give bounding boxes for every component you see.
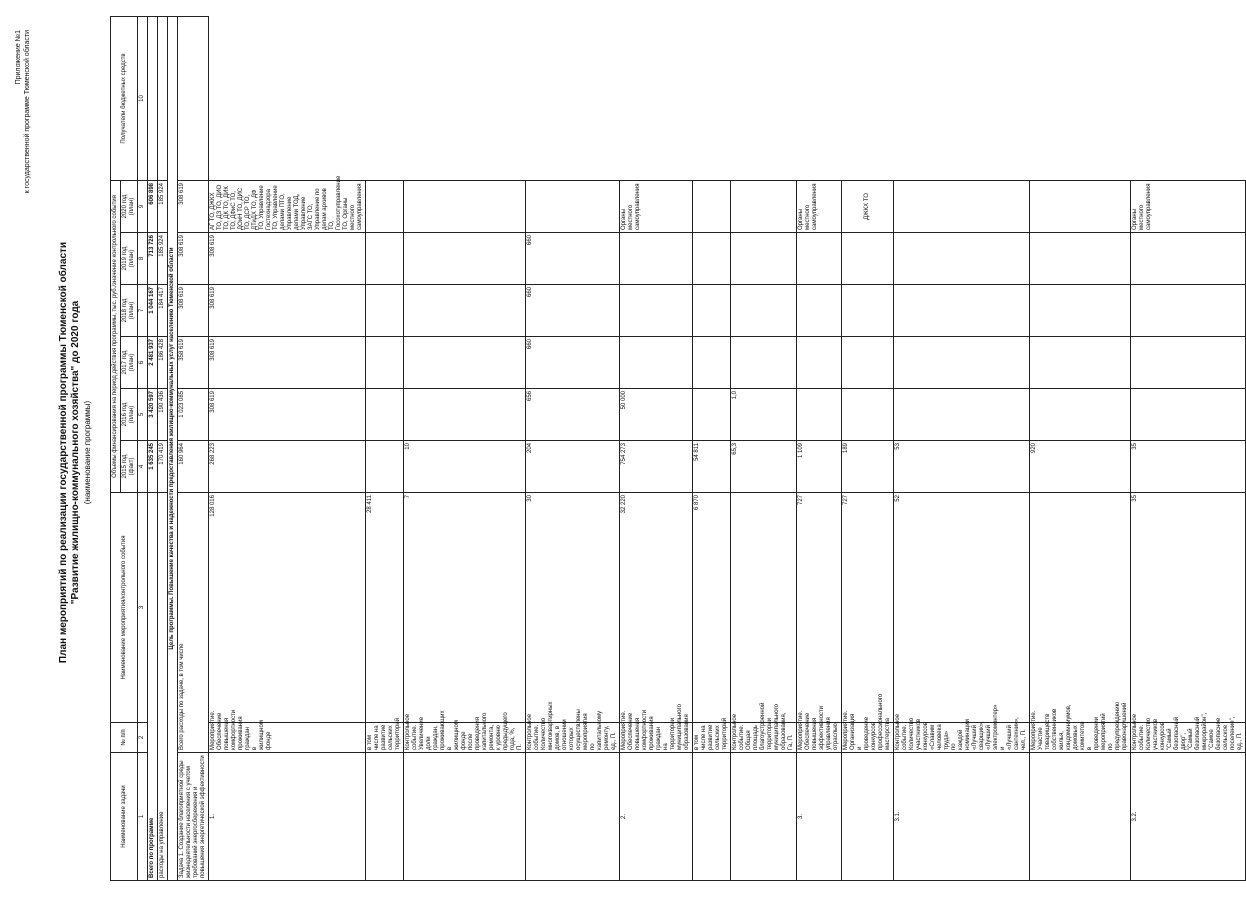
year-header: 2017 год (план): [121, 337, 138, 389]
col-recipient-header: Получатели бюджетных средств: [111, 16, 138, 180]
row-recipient: Органы местного самоуправления: [797, 180, 842, 232]
row-value: [1030, 285, 1131, 337]
row-value: [894, 389, 1030, 441]
year-header: 2015 год (факт): [121, 441, 138, 493]
col-index: 6: [138, 337, 148, 389]
row-value: 7: [404, 493, 526, 723]
task-subtotal-value: 308 619: [178, 233, 209, 285]
row-value: [731, 337, 797, 389]
row-value: 308 619: [209, 389, 366, 441]
row-value: [894, 233, 1030, 285]
annex-number: Приложение №1: [15, 30, 22, 85]
management-label: расходы на управление: [158, 493, 168, 881]
task-subtotal-value: 308 619: [178, 285, 209, 337]
table-row: [797, 16, 842, 880]
row-recipient: [404, 180, 526, 232]
row-recipient: Органы местного самоуправления: [1131, 180, 1246, 232]
plan-table: [110, 16, 1246, 881]
row-value: 727: [797, 493, 842, 723]
table-row: [1131, 16, 1246, 880]
row-value: [404, 389, 526, 441]
header-row-index: [138, 16, 148, 880]
row-value: 308 619: [209, 285, 366, 337]
row-value: [1131, 337, 1246, 389]
row-recipient: [526, 180, 620, 232]
row-text: в том числе на развитие сельских территорий: [366, 723, 404, 753]
col-index: 5: [138, 389, 148, 441]
total-program-value: 3 420 597: [148, 389, 158, 441]
plan-rows: [209, 16, 1246, 880]
row-value: 35: [1131, 493, 1246, 723]
col-index: 4: [138, 441, 148, 493]
row-number: [842, 753, 894, 881]
row-value: [366, 337, 404, 389]
total-program-value: 1 635 245: [148, 441, 158, 493]
row-value: 52: [894, 493, 1030, 723]
row-value: 660: [526, 337, 620, 389]
row-value: [693, 337, 731, 389]
row-value: [731, 493, 797, 723]
row-value: 10: [404, 441, 526, 493]
row-value: [731, 285, 797, 337]
col-event-header: Наименование мероприятия/контрольного события: [111, 493, 138, 723]
row-recipient: ДЖКХ ТО: [842, 180, 894, 232]
row-number: 3.2.: [1131, 753, 1246, 881]
row-text: Контрольное событие. Количество участников конкурсов «Славим человека труда» по каждой номинации «Лучший сварщик», «Лучший электромонтер» и «Лучший сантехник», чел., П.: [894, 723, 1030, 753]
row-value: [693, 285, 731, 337]
row-value: 920: [1030, 441, 1131, 493]
row-number: 2.: [620, 753, 693, 881]
row-value: [797, 337, 842, 389]
task-subtotal-value: 1 023 085: [178, 389, 209, 441]
total-program-value: 2 481 937: [148, 337, 158, 389]
management-row: [158, 16, 168, 880]
row-number: 1.: [209, 753, 366, 881]
row-text: Контрольное событие. Количество участников конкурсов "Самый безопасный двор", "Самый безопасный микрорайон", "Самое безопасное сельское поселение", ед., П.: [1131, 723, 1246, 753]
task-subtotal-value: 358 619: [178, 337, 209, 389]
management-value: 170 419: [158, 441, 168, 493]
col-index: 7: [138, 285, 148, 337]
annex-header: [14, 30, 32, 193]
title-line-2: "Развитие жилищно-коммунального хозяйства" до 2020 года: [70, 300, 81, 605]
title-line-3: (наименование программы): [83, 400, 92, 505]
row-value: 308 619: [209, 337, 366, 389]
row-value: 727: [842, 493, 894, 723]
document-title: [58, 0, 94, 905]
row-value: [894, 285, 1030, 337]
table-row: [526, 16, 620, 880]
col-index: 8: [138, 233, 148, 285]
row-number: [693, 753, 731, 881]
row-value: 754 273: [620, 441, 693, 493]
management-value: 185 924: [158, 233, 168, 285]
row-value: [366, 233, 404, 285]
table-row: [209, 16, 366, 880]
row-value: [842, 337, 894, 389]
row-value: [404, 233, 526, 285]
row-number: [1030, 753, 1131, 881]
col-index: 2: [138, 723, 148, 753]
row-value: 1,0: [731, 389, 797, 441]
row-value: [620, 285, 693, 337]
row-value: 189: [842, 441, 894, 493]
total-program-value: 1 044 167: [148, 285, 158, 337]
total-program-label: Всего по программе: [148, 493, 158, 881]
row-value: [842, 389, 894, 441]
table-row: [404, 16, 526, 880]
row-text: Контрольное событие. Количество многоквартирных домов, в отношении которых осуществлены мероприятия по капитальному ремонту, ед., П.: [526, 723, 620, 753]
row-text: в том числе на развитие сельских территорий: [693, 723, 731, 753]
row-value: [1030, 389, 1131, 441]
row-recipient: [1030, 180, 1131, 232]
row-value: [842, 285, 894, 337]
row-value: 35: [1131, 441, 1246, 493]
row-number: 3.: [797, 753, 842, 881]
row-value: 1 109: [797, 441, 842, 493]
table-row: [1030, 16, 1131, 880]
row-number: 3.1.: [894, 753, 1030, 881]
row-value: 50 000: [620, 389, 693, 441]
row-value: [693, 233, 731, 285]
year-header: 2018 год (план): [121, 285, 138, 337]
management-value: 184 417: [158, 285, 168, 337]
row-text: Мероприятие. Обеспечение повышения комфортности проживания граждан в жилищном фонде: [209, 723, 366, 753]
task-subtotal-row: [178, 16, 209, 880]
row-value: [842, 233, 894, 285]
title-line-1: План мероприятий по реализации государственной программы Тюменской области: [58, 241, 69, 664]
year-header: 2020 год (план): [121, 180, 138, 232]
row-value: [1131, 233, 1246, 285]
row-recipient: [894, 180, 1030, 232]
task-subtotal-value: 308 619: [178, 180, 209, 232]
row-recipient: АГ ТО, ДЖКХ ТО, ДЗ ТО, ДИО ТО, ДК ТО, ДИК ТО, ДФиС ТО, ДОиН ТО, ДИС ТО, ДСР ТО, ДТиДХ ТО, ДФ ТО, Управление Гостехнадзора ТО, Управление делами ПТО, Управление делами ТОД, Управление ЗАГС ТО, Управление по делам архивов ТО, Госохотуправление ТО, Органы местного самоуправления: [209, 180, 366, 232]
row-value: [1030, 337, 1131, 389]
row-number: [731, 753, 797, 881]
row-value: 308 619: [209, 233, 366, 285]
task-subtotal-label: Всего расходы по задаче, в том числе: [178, 493, 209, 753]
row-number: [526, 753, 620, 881]
row-text: Контрольное событие. Увеличение доли граждан, проживающих в жилищном фонде после проведения капитального ремонта, к уровню предыдущего года, %, П.: [404, 723, 526, 753]
row-value: 660: [526, 285, 620, 337]
row-value: [797, 233, 842, 285]
task-subtotal-value: 160 964: [178, 441, 209, 493]
table-row: [894, 16, 1030, 880]
management-value: 186 428: [158, 337, 168, 389]
row-text: Мероприятие. Обеспечение повышения комфортности проживания граждан на территории муниципального образования: [620, 723, 693, 753]
management-value: 185 924: [158, 180, 168, 232]
row-value: 65,3: [731, 441, 797, 493]
row-value: [366, 441, 404, 493]
goal-row: [168, 16, 178, 880]
row-value: [366, 389, 404, 441]
row-value: [894, 337, 1030, 389]
col-num-header: № п/п: [111, 723, 138, 753]
total-program-row: [148, 16, 158, 880]
total-program-value: 713 726: [148, 233, 158, 285]
row-value: [1131, 285, 1246, 337]
row-value: [620, 233, 693, 285]
table-row: [693, 16, 731, 880]
row-value: [693, 389, 731, 441]
year-header: 2019 год (план): [121, 233, 138, 285]
year-header: 2016 год (план): [121, 389, 138, 441]
col-index: 9: [138, 180, 148, 232]
row-value: [1131, 389, 1246, 441]
row-text: Контрольное событие. Общая площадь благоустроенной территории муниципального образования, Га, П.: [731, 723, 797, 753]
col-index: 1: [138, 753, 148, 881]
table-row: [366, 16, 404, 880]
row-recipient: [693, 180, 731, 232]
row-value: [1030, 493, 1131, 723]
row-text: Мероприятие. Организация и проведение конкурсов профессионального мастерства: [842, 723, 894, 753]
row-recipient: [731, 180, 797, 232]
row-value: 204: [526, 441, 620, 493]
row-recipient: Органы местного самоуправления: [620, 180, 693, 232]
row-value: [404, 285, 526, 337]
row-value: 660: [526, 233, 620, 285]
row-number: [404, 753, 526, 881]
management-value: 190 436: [158, 389, 168, 441]
col-task-header: Наименование задачи: [111, 753, 138, 881]
header-row-1: [111, 16, 121, 880]
col-index: 3: [138, 493, 148, 723]
row-value: 53: [894, 441, 1030, 493]
row-value: 30: [526, 493, 620, 723]
row-value: 28 411: [366, 493, 404, 723]
row-value: 54 811: [693, 441, 731, 493]
table-row: [620, 16, 693, 880]
row-number: [366, 753, 404, 881]
row-value: [797, 389, 842, 441]
row-value: 32 220: [620, 493, 693, 723]
table-row: [842, 16, 894, 880]
total-program-value: 606 898: [148, 180, 158, 232]
row-value: [797, 285, 842, 337]
row-value: [1030, 233, 1131, 285]
row-value: 128 016: [209, 493, 366, 723]
col-funding-header: Объемы финансирования на период действия программы, тыс. руб./значение контрольного события: [111, 180, 121, 492]
table-row: [731, 16, 797, 880]
task-1-name: Задача 1. Создание благоприятной среды жизнедеятельности населения с учетом требований энергосбережения и повышения энергетической эффективности: [178, 753, 209, 881]
annex-reference: к государственной программе Тюменской области: [24, 30, 31, 194]
row-value: [366, 285, 404, 337]
row-text: Мероприятие. Участие товариществ собственников жилья, кондоминиумов, домовых комитетов в проведении мероприятий по предупреждению правонарушений: [1030, 723, 1131, 753]
program-goal: Цель программы. Повышение качества и надежности предоставления жилищно-коммунальных услуг населению Тюменской области: [168, 16, 178, 880]
row-value: 656: [526, 389, 620, 441]
row-value: [731, 233, 797, 285]
row-text: Мероприятие. Обеспечение повышения эффективности управления отраслью: [797, 723, 842, 753]
row-recipient: [366, 180, 404, 232]
row-value: [620, 337, 693, 389]
row-value: 6 870: [693, 493, 731, 723]
row-value: 268 223: [209, 441, 366, 493]
row-value: [404, 337, 526, 389]
col-index: 10: [138, 16, 148, 180]
